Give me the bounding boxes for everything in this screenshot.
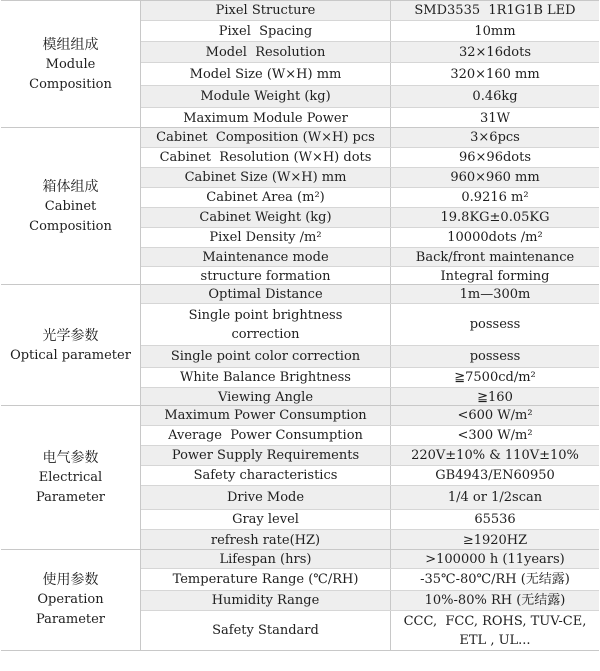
section-label-en: Electrical (38, 470, 103, 485)
spec-value: -35℃-80℃/RH (无结露) (420, 572, 570, 587)
spec-key: Cabinet Size (W×H) mm (141, 168, 391, 187)
spec-key: Temperature Range (℃/RH) (141, 569, 391, 590)
spec-row (141, 591, 599, 611)
section-label-en: Composition (29, 76, 112, 92)
spec-key: Cabinet Resolution (W×H) dots (141, 148, 391, 167)
spec-row (141, 267, 599, 285)
spec-value: 1m—300m (391, 285, 599, 303)
section-label-en: Operation (37, 592, 104, 607)
section-label-en: Composition (29, 218, 112, 234)
spec-value: ≧7500cd/m² (454, 370, 536, 385)
spec-key: Model Size (W×H) mm (141, 63, 391, 85)
spec-value: possess (391, 346, 599, 367)
spec-row (141, 368, 599, 388)
spec-row (141, 86, 599, 108)
spec-row (141, 128, 599, 148)
spec-row (141, 550, 599, 569)
section-label (1, 550, 141, 650)
section-optical-parameter (1, 284, 599, 406)
spec-key: Pixel Spacing (141, 21, 391, 41)
spec-row (141, 228, 599, 248)
section-electrical-parameter (1, 405, 599, 550)
spec-value: SMD3535 1R1G1B LED (391, 1, 599, 20)
spec-row (141, 1, 599, 21)
spec-value: <600 W/m² (391, 406, 599, 425)
spec-table (1, 0, 599, 649)
section-label-cn: 箱体组成 (42, 178, 99, 195)
spec-value: 0.46kg (391, 86, 599, 107)
spec-value: Integral forming (440, 268, 550, 284)
spec-value: 65536 (474, 512, 516, 527)
spec-key: Pixel Density /m² (141, 228, 391, 247)
spec-value: <300 W/m² (457, 428, 533, 443)
spec-key: Cabinet Weight (kg) (141, 208, 391, 227)
spec-value: possess (469, 317, 521, 332)
section-label-en: Parameter (35, 612, 106, 627)
spec-value: 220V±10% & 110V±10% (391, 446, 599, 465)
spec-row (141, 569, 599, 591)
spec-row (141, 510, 599, 530)
section-label-cn: 模组组成 (42, 36, 99, 53)
spec-row (141, 486, 599, 510)
spec-value: >100000 h (11years) (391, 550, 599, 568)
spec-key: Power Supply Requirements (141, 446, 391, 465)
section-label-en: Cabinet (44, 198, 97, 214)
section-label (1, 128, 141, 285)
spec-row (141, 611, 599, 650)
spec-row (141, 388, 599, 406)
spec-key: Model Resolution (141, 42, 391, 62)
section-label-en: Parameter (35, 490, 106, 505)
spec-value: 960×960 mm (391, 168, 599, 187)
spec-key: Drive Mode (141, 486, 391, 509)
spec-key: structure formation (141, 267, 391, 285)
spec-key: Maintenance mode (141, 248, 391, 266)
spec-key: Single point color correction (141, 346, 391, 367)
spec-value: 96×96dots (458, 150, 532, 165)
spec-value: 10000dots /m² (447, 230, 543, 245)
spec-row (141, 248, 599, 267)
spec-key: Viewing Angle (141, 388, 391, 406)
spec-key: Lifespan (hrs) (141, 550, 391, 568)
spec-key: Maximum Module Power (141, 108, 391, 128)
spec-key: refresh rate(HZ) (141, 530, 391, 550)
spec-value: Back/front maintenance (391, 248, 599, 266)
spec-row (141, 530, 599, 550)
section-label (1, 285, 141, 406)
spec-row (141, 466, 599, 486)
section-label-cn: 电气参数 (42, 450, 99, 466)
spec-key: Cabinet Composition (W×H) pcs (141, 128, 391, 147)
spec-key: Safety characteristics (141, 466, 391, 485)
section-label-cn: 使用参数 (42, 572, 99, 588)
spec-key: Module Weight (kg) (141, 86, 391, 107)
section-operation-parameter (1, 549, 599, 651)
spec-row (141, 208, 599, 228)
spec-row (141, 446, 599, 466)
spec-value: CCC, FCC, ROHS, TUV-CE, ETL , UL... (403, 613, 587, 648)
spec-value: ≥1920HZ (391, 530, 599, 550)
spec-key: Maximum Power Consumption (141, 406, 391, 425)
spec-row (141, 21, 599, 42)
section-label-en: Optical parameter (10, 347, 131, 363)
spec-row (141, 63, 599, 86)
spec-row (141, 346, 599, 368)
spec-value: 10mm (474, 23, 516, 39)
spec-row (141, 304, 599, 346)
spec-row (141, 108, 599, 128)
spec-row (141, 148, 599, 168)
spec-row (141, 285, 599, 304)
spec-row (141, 188, 599, 208)
section-module-composition (1, 0, 599, 128)
section-label (1, 1, 141, 128)
spec-row (141, 168, 599, 188)
spec-value: 10%-80% RH (无结露) (391, 591, 599, 610)
spec-row (141, 42, 599, 63)
spec-key: Cabinet Area (m²) (141, 188, 391, 207)
spec-value: 3×6pcs (391, 128, 599, 147)
spec-value: 1/4 or 1/2scan (391, 486, 599, 509)
spec-key: Optimal Distance (141, 285, 391, 303)
section-label (1, 406, 141, 550)
spec-value: 0.9216 m² (461, 190, 529, 205)
spec-key: Pixel Structure (141, 1, 391, 20)
spec-value: GB4943/EN60950 (435, 468, 555, 483)
spec-key: Gray level (141, 510, 391, 529)
spec-key: Safety Standard (141, 611, 391, 650)
spec-key: Single point brightness correction (141, 304, 391, 345)
spec-value: 32×16dots (391, 42, 599, 62)
section-label-cn: 光学参数 (42, 327, 99, 344)
section-cabinet-composition (1, 127, 599, 285)
spec-value: 31W (480, 110, 510, 126)
spec-value: 19.8KG±0.05KG (391, 208, 599, 227)
spec-value: ≧160 (391, 388, 599, 406)
spec-row (141, 406, 599, 426)
spec-key: White Balance Brightness (141, 368, 391, 387)
spec-key: Average Power Consumption (141, 426, 391, 445)
spec-value: 320×160 mm (450, 66, 540, 82)
section-label-en: Module (45, 56, 96, 72)
spec-row (141, 426, 599, 446)
spec-key: Humidity Range (141, 591, 391, 610)
